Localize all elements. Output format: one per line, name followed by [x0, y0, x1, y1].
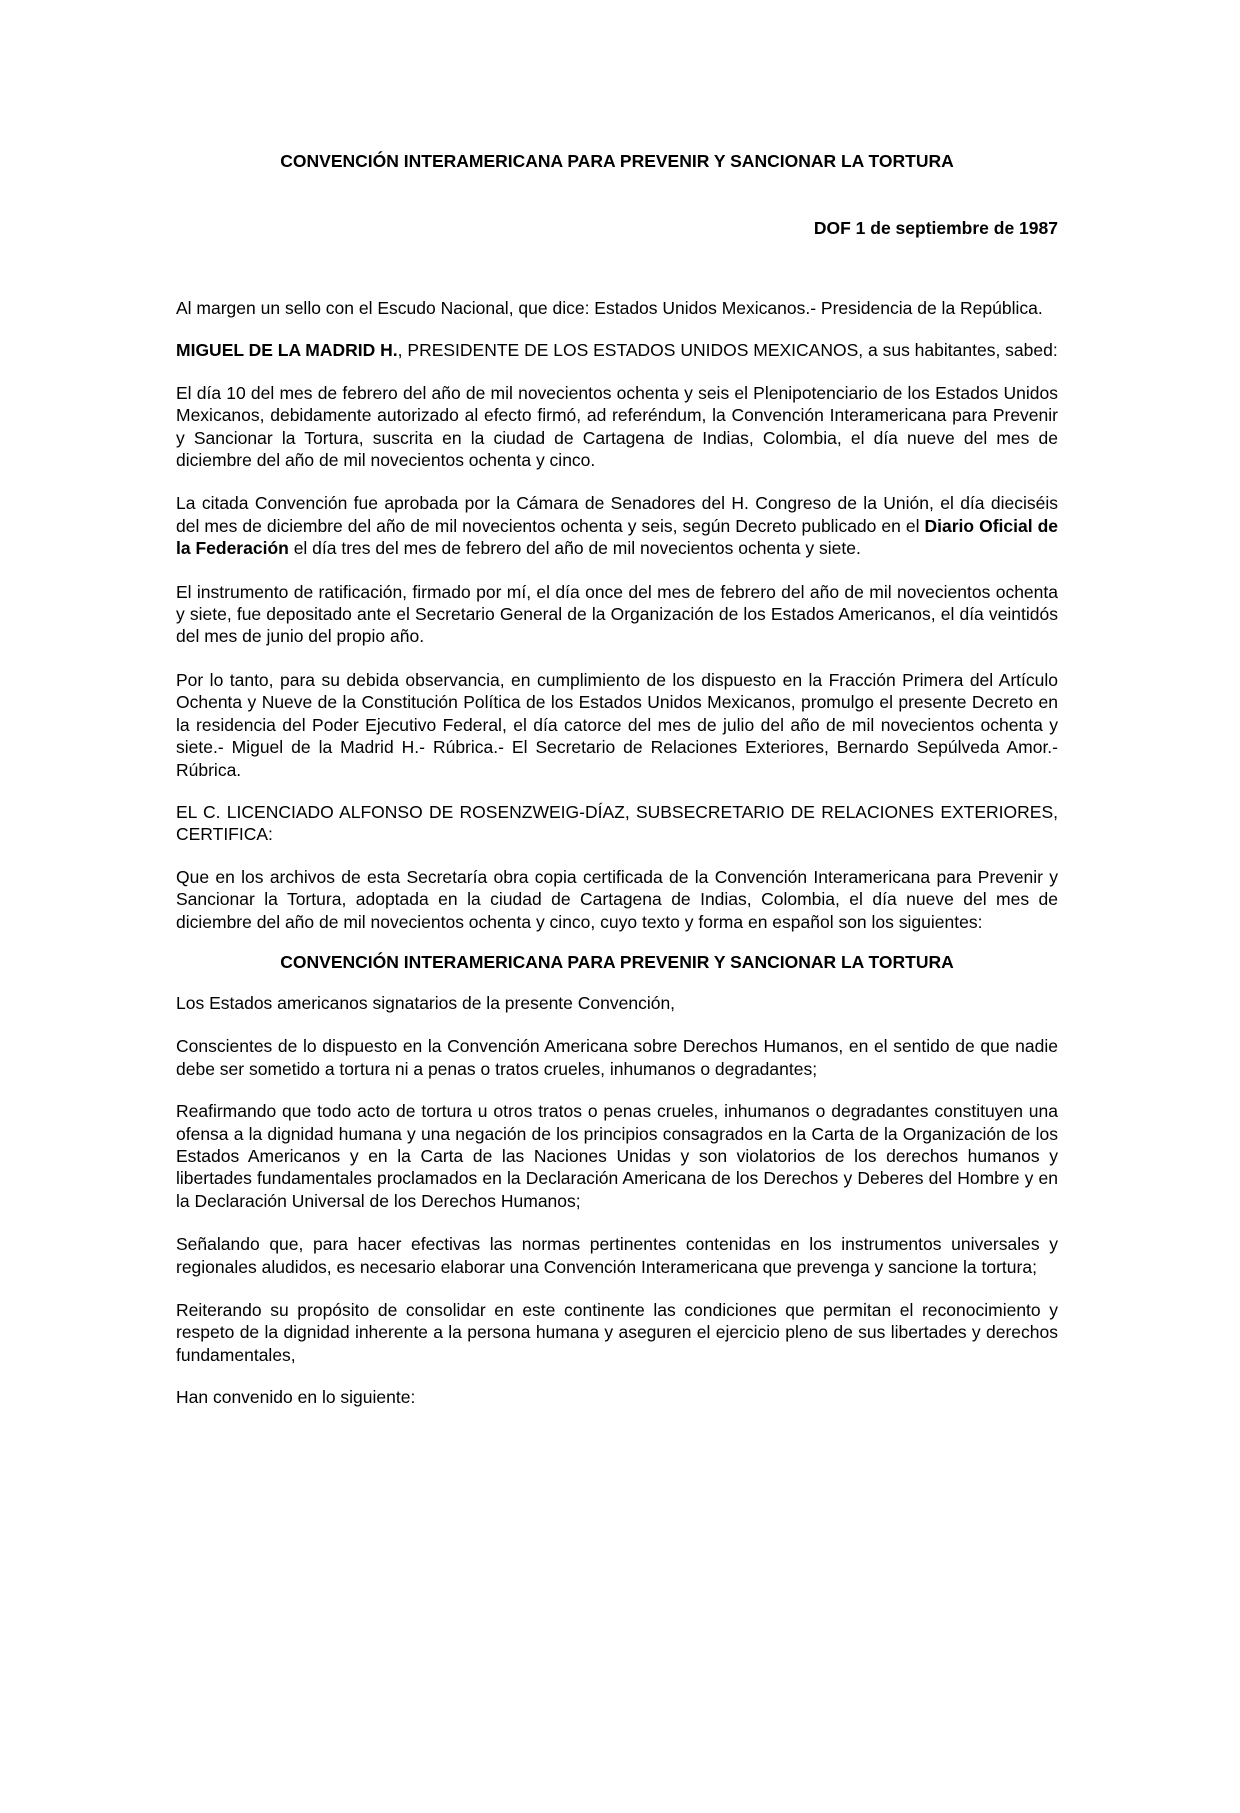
paragraph-approval	[176, 492, 1058, 559]
approval-text-before: La citada Convención fue aprobada por la Cámara de Senadores del H. Congreso de la Unión, el día dieciséis del mes de diciembre del año de mil novecientos ochenta y seis, según Decreto publicado en el	[176, 493, 1058, 536]
paragraph-ratification: El instrumento de ratificación, firmado por mí, el día once del mes de febrero del año de mil novecientos ochenta y siete, fue depositado ante el Secretario General de la Organización de los Estados Americanos, el día veintidós del mes de junio del propio año.	[176, 581, 1058, 647]
paragraph-noting: Señalando que, para hacer efectivas las normas pertinentes contenidas en los instrumentos universales y regionales aludidos, es necesario elaborar una Convención Interamericana que prevenga y sancione la tortura;	[176, 1234, 1058, 1277]
diario-oficial-name: Diario Oficial de la Federación	[176, 515, 1058, 559]
paragraph-margin-seal: Al margen un sello con el Escudo Nacional, que dice: Estados Unidos Mexicanos.- Presidencia de la República.	[176, 298, 1043, 318]
president-name: MIGUEL DE LA MADRID H.	[176, 340, 398, 361]
document-content	[176, 150, 1058, 1409]
paragraph-states: Los Estados americanos signatarios de la presente Convención,	[176, 992, 676, 1013]
paragraph-president	[176, 339, 1058, 361]
paragraph-reiterating: Reiterando su propósito de consolidar en este continente las condiciones que permitan el reconocimiento y respeto de la dignidad inherente a la persona humana y aseguren el ejercicio pleno de sus libertades y derechos fundamentales,	[176, 1300, 1058, 1365]
publication-date: DOF 1 de septiembre de 1987	[813, 218, 1058, 238]
paragraph-signature: El día 10 del mes de febrero del año de mil novecientos ochenta y seis el Plenipotenciario de los Estados Unidos Mexicanos, debidamente autorizado al efecto firmó, ad referéndum, la Convención Interamericana para Prevenir y Sancionar la Tortura, suscrita en la ciudad de Cartagena de Indias, Colombia, el día nueve del mes de diciembre del año de mil novecientos ochenta y cinco.	[176, 382, 1058, 471]
paragraph-conscious: Conscientes de lo dispuesto en la Convención Americana sobre Derechos Humanos, en el sentido de que nadie debe ser sometido a tortura ni a penas o tratos crueles, inhumanos o degradantes;	[176, 1036, 1058, 1079]
paragraph-archive: Que en los archivos de esta Secretaría obra copia certificada de la Convención Interamericana para Prevenir y Sancionar la Tortura, adoptada en la ciudad de Cartagena de Indias, Colombia, el día nueve del mes de diciembre del año de mil novecientos ochenta y cinco, cuyo texto y forma en español son los siguientes:	[176, 866, 1058, 932]
paragraph-certification: EL C. LICENCIADO ALFONSO DE ROSENZWEIG-DÍAZ, SUBSECRETARIO DE RELACIONES EXTERIORES, CERTIFICA:	[176, 801, 1058, 845]
paragraph-agreed: Han convenido en lo siguiente:	[176, 1387, 416, 1408]
approval-text-after: el día tres del mes de febrero del año de mil novecientos ochenta y siete.	[288, 538, 861, 559]
president-title: , PRESIDENTE DE LOS ESTADOS UNIDOS MEXICANOS, a sus habitantes, sabed:	[397, 340, 1058, 361]
convention-title: CONVENCIÓN INTERAMERICANA PARA PREVENIR Y SANCIONAR LA TORTURA	[280, 951, 954, 972]
paragraph-reaffirming: Reafirmando que todo acto de tortura u otros tratos o penas crueles, inhumanos o degradantes constituyen una ofensa a la dignidad humana y una negación de los principios consagrados en la Carta de la Organización de los Estados Americanos y en la Carta de las Naciones Unidas y son violatorios de los derechos humanos y libertades fundamentales proclamados en la Declaración Americana de los Derechos y Deberes del Hombre y en la Declaración Universal de los Derechos Humanos;	[176, 1101, 1058, 1211]
document-title: CONVENCIÓN INTERAMERICANA PARA PREVENIR Y SANCIONAR LA TORTURA	[280, 151, 954, 171]
paragraph-promulgation: Por lo tanto, para su debida observancia, en cumplimiento de los dispuesto en la Fracción Primera del Artículo Ochenta y Nueve de la Constitución Política de los Estados Unidos Mexicanos, promulgo el presente Decreto en la residencia del Poder Ejecutivo Federal, el día catorce del mes de julio del año de mil novecientos ochenta y siete.- Miguel de la Madrid H.- Rúbrica.- El Secretario de Relaciones Exteriores, Bernardo Sepúlveda Amor.- Rúbrica.	[176, 669, 1058, 780]
